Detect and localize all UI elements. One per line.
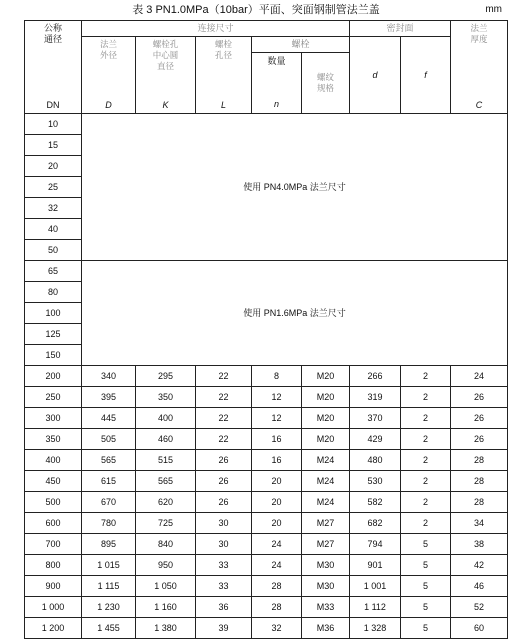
dn-cell: 125 xyxy=(25,324,82,345)
table-row xyxy=(25,114,508,135)
header-nominal-size-line1: 公称 xyxy=(43,23,62,33)
seal-f-cell: 5 xyxy=(401,618,451,639)
table-row xyxy=(25,429,508,450)
flange-od-cell: 565 xyxy=(82,450,136,471)
unit-label: mm xyxy=(485,4,502,15)
header-bolt-count-label: 数量 xyxy=(267,56,286,67)
bolt-hole-cell: 33 xyxy=(196,555,252,576)
thickness-cell: 26 xyxy=(451,429,508,450)
bolt-circle-cell: 400 xyxy=(136,408,196,429)
bolt-hole-cell: 30 xyxy=(196,513,252,534)
table-row xyxy=(25,618,508,639)
bolt-count-cell: 12 xyxy=(252,387,302,408)
table-row xyxy=(25,450,508,471)
seal-d-cell: 319 xyxy=(350,387,401,408)
dn-cell: 150 xyxy=(25,345,82,366)
header-bolt-circle-symbol: K xyxy=(162,100,169,110)
dn-cell: 300 xyxy=(25,408,82,429)
seal-d-cell: 429 xyxy=(350,429,401,450)
bolt-circle-cell: 515 xyxy=(136,450,196,471)
bolt-hole-cell: 36 xyxy=(196,597,252,618)
header-bolt-hole-line2: 孔径 xyxy=(214,50,232,60)
seal-f-cell: 2 xyxy=(401,513,451,534)
bolt-hole-cell: 22 xyxy=(196,408,252,429)
flange-od-cell: 445 xyxy=(82,408,136,429)
thread-cell: M20 xyxy=(302,387,350,408)
header-bolt-count-symbol: n xyxy=(273,99,279,110)
dn-cell: 65 xyxy=(25,261,82,282)
table-body xyxy=(25,114,508,639)
seal-f-cell: 5 xyxy=(401,576,451,597)
seal-f-cell: 5 xyxy=(401,534,451,555)
seal-f-cell: 2 xyxy=(401,471,451,492)
bolt-count-cell: 12 xyxy=(252,408,302,429)
header-seal-f xyxy=(401,37,451,114)
seal-f-cell: 2 xyxy=(401,366,451,387)
table-row xyxy=(25,387,508,408)
bolt-hole-cell: 30 xyxy=(196,534,252,555)
table-row xyxy=(25,492,508,513)
bolt-hole-cell: 22 xyxy=(196,429,252,450)
flange-od-cell: 1 015 xyxy=(82,555,136,576)
bolt-count-cell: 20 xyxy=(252,513,302,534)
bolt-circle-cell: 460 xyxy=(136,429,196,450)
bolt-circle-cell: 840 xyxy=(136,534,196,555)
thread-cell: M30 xyxy=(302,576,350,597)
seal-d-cell: 530 xyxy=(350,471,401,492)
thickness-cell: 34 xyxy=(451,513,508,534)
bolt-circle-cell: 950 xyxy=(136,555,196,576)
bolt-count-cell: 24 xyxy=(252,555,302,576)
thickness-cell: 46 xyxy=(451,576,508,597)
reference-note: 使用 PN4.0MPa 法兰尺寸 xyxy=(82,114,508,261)
dn-cell: 200 xyxy=(25,366,82,387)
thread-cell: M24 xyxy=(302,471,350,492)
thickness-cell: 24 xyxy=(451,366,508,387)
thickness-cell: 28 xyxy=(451,471,508,492)
header-flange-od-line1: 法兰 xyxy=(99,39,117,49)
flange-table xyxy=(24,20,508,639)
header-thread-line2: 规格 xyxy=(316,83,334,94)
header-seal-d xyxy=(350,37,401,114)
thread-cell: M20 xyxy=(302,366,350,387)
seal-d-cell: 582 xyxy=(350,492,401,513)
table-row xyxy=(25,576,508,597)
thread-cell: M27 xyxy=(302,513,350,534)
bolt-count-cell: 16 xyxy=(252,429,302,450)
header-flange-od-line2: 外径 xyxy=(99,50,117,60)
table-title: 表 3 PN1.0MPa（10bar）平面、突面钢制管法兰盖 xyxy=(132,4,380,16)
bolt-count-cell: 28 xyxy=(252,597,302,618)
bolt-count-cell: 16 xyxy=(252,450,302,471)
caption-row xyxy=(0,3,512,19)
seal-f-cell: 2 xyxy=(401,492,451,513)
dn-cell: 32 xyxy=(25,198,82,219)
table-header xyxy=(25,21,508,114)
reference-note: 使用 PN1.6MPa 法兰尺寸 xyxy=(82,261,508,366)
table-row xyxy=(25,513,508,534)
dn-cell: 40 xyxy=(25,219,82,240)
header-seal-d-symbol: d xyxy=(372,69,378,80)
dn-cell: 10 xyxy=(25,114,82,135)
thread-cell: M27 xyxy=(302,534,350,555)
seal-f-cell: 5 xyxy=(401,597,451,618)
header-bolt-hole-symbol: L xyxy=(220,100,226,110)
thread-cell: M20 xyxy=(302,408,350,429)
seal-f-cell: 2 xyxy=(401,450,451,471)
seal-d-cell: 1 001 xyxy=(350,576,401,597)
flange-od-cell: 1 230 xyxy=(82,597,136,618)
header-bolt-circle-line1: 螺栓孔 xyxy=(152,39,179,49)
seal-d-cell: 266 xyxy=(350,366,401,387)
dn-cell: 400 xyxy=(25,450,82,471)
flange-od-cell: 395 xyxy=(82,387,136,408)
bolt-hole-cell: 39 xyxy=(196,618,252,639)
seal-d-cell: 901 xyxy=(350,555,401,576)
bolt-count-cell: 20 xyxy=(252,492,302,513)
table-row xyxy=(25,534,508,555)
bolt-hole-cell: 26 xyxy=(196,471,252,492)
bolt-count-cell: 8 xyxy=(252,366,302,387)
header-bolts: 螺栓 xyxy=(252,37,350,53)
thickness-cell: 28 xyxy=(451,492,508,513)
thread-cell: M24 xyxy=(302,492,350,513)
header-bolt-hole xyxy=(196,37,252,114)
header-connection-dims: 连接尺寸 xyxy=(82,21,350,37)
seal-d-cell: 1 112 xyxy=(350,597,401,618)
header-nominal-size-line2: 通径 xyxy=(43,34,62,44)
seal-f-cell: 5 xyxy=(401,555,451,576)
thickness-cell: 38 xyxy=(451,534,508,555)
flange-od-cell: 670 xyxy=(82,492,136,513)
thread-cell: M36 xyxy=(302,618,350,639)
dn-cell: 800 xyxy=(25,555,82,576)
bolt-circle-cell: 1 380 xyxy=(136,618,196,639)
dn-cell: 80 xyxy=(25,282,82,303)
bolt-count-cell: 24 xyxy=(252,534,302,555)
dn-cell: 50 xyxy=(25,240,82,261)
table-row xyxy=(25,261,508,282)
bolt-circle-cell: 1 050 xyxy=(136,576,196,597)
bolt-circle-cell: 1 160 xyxy=(136,597,196,618)
seal-d-cell: 480 xyxy=(350,450,401,471)
bolt-count-cell: 28 xyxy=(252,576,302,597)
dn-cell: 15 xyxy=(25,135,82,156)
table-row xyxy=(25,366,508,387)
dn-cell: 250 xyxy=(25,387,82,408)
header-bolt-hole-line1: 螺栓 xyxy=(214,39,232,49)
thickness-cell: 28 xyxy=(451,450,508,471)
thread-cell: M33 xyxy=(302,597,350,618)
table-row xyxy=(25,408,508,429)
header-bolt-count xyxy=(252,53,302,114)
header-thickness-line1: 法兰 xyxy=(470,23,488,33)
header-flange-od-symbol: D xyxy=(105,100,112,110)
table-row xyxy=(25,597,508,618)
header-thread xyxy=(302,53,350,114)
header-bolt-circle-line2: 中心圆 xyxy=(152,50,179,60)
header-thread-line1: 螺纹 xyxy=(316,72,334,83)
flange-od-cell: 1 115 xyxy=(82,576,136,597)
seal-d-cell: 794 xyxy=(350,534,401,555)
bolt-count-cell: 20 xyxy=(252,471,302,492)
bolt-hole-cell: 22 xyxy=(196,366,252,387)
seal-d-cell: 1 328 xyxy=(350,618,401,639)
dn-cell: 500 xyxy=(25,492,82,513)
header-seal-f-symbol: f xyxy=(424,69,427,80)
thickness-cell: 52 xyxy=(451,597,508,618)
dn-cell: 450 xyxy=(25,471,82,492)
header-thickness-symbol: C xyxy=(475,100,483,110)
header-thickness-line2: 厚度 xyxy=(470,34,488,44)
thread-cell: M30 xyxy=(302,555,350,576)
dn-cell: 1 000 xyxy=(25,597,82,618)
seal-f-cell: 2 xyxy=(401,387,451,408)
seal-f-cell: 2 xyxy=(401,408,451,429)
header-bolt-circle-line3: 直径 xyxy=(156,61,174,71)
flange-od-cell: 615 xyxy=(82,471,136,492)
dn-cell: 20 xyxy=(25,156,82,177)
dn-cell: 100 xyxy=(25,303,82,324)
bolt-hole-cell: 26 xyxy=(196,492,252,513)
bolt-count-cell: 32 xyxy=(252,618,302,639)
header-nominal-size xyxy=(25,21,82,114)
dn-cell: 350 xyxy=(25,429,82,450)
bolt-circle-cell: 725 xyxy=(136,513,196,534)
dn-cell: 600 xyxy=(25,513,82,534)
dn-cell: 700 xyxy=(25,534,82,555)
header-sealing-face: 密封面 xyxy=(350,21,451,37)
seal-d-cell: 370 xyxy=(350,408,401,429)
header-dn: DN xyxy=(46,100,60,110)
header-bolt-circle xyxy=(136,37,196,114)
thread-cell: M24 xyxy=(302,450,350,471)
seal-f-cell: 2 xyxy=(401,429,451,450)
thread-cell: M20 xyxy=(302,429,350,450)
table-row xyxy=(25,471,508,492)
header-thickness xyxy=(451,21,508,114)
bolt-circle-cell: 565 xyxy=(136,471,196,492)
thickness-cell: 26 xyxy=(451,387,508,408)
bolt-hole-cell: 33 xyxy=(196,576,252,597)
flange-od-cell: 1 455 xyxy=(82,618,136,639)
flange-od-cell: 340 xyxy=(82,366,136,387)
table-row xyxy=(25,555,508,576)
bolt-circle-cell: 350 xyxy=(136,387,196,408)
flange-od-cell: 780 xyxy=(82,513,136,534)
flange-od-cell: 895 xyxy=(82,534,136,555)
thickness-cell: 26 xyxy=(451,408,508,429)
thickness-cell: 42 xyxy=(451,555,508,576)
dn-cell: 1 200 xyxy=(25,618,82,639)
thickness-cell: 60 xyxy=(451,618,508,639)
dn-cell: 25 xyxy=(25,177,82,198)
bolt-circle-cell: 620 xyxy=(136,492,196,513)
bolt-hole-cell: 22 xyxy=(196,387,252,408)
bolt-hole-cell: 26 xyxy=(196,450,252,471)
bolt-circle-cell: 295 xyxy=(136,366,196,387)
flange-od-cell: 505 xyxy=(82,429,136,450)
header-flange-od xyxy=(82,37,136,114)
dn-cell: 900 xyxy=(25,576,82,597)
seal-d-cell: 682 xyxy=(350,513,401,534)
